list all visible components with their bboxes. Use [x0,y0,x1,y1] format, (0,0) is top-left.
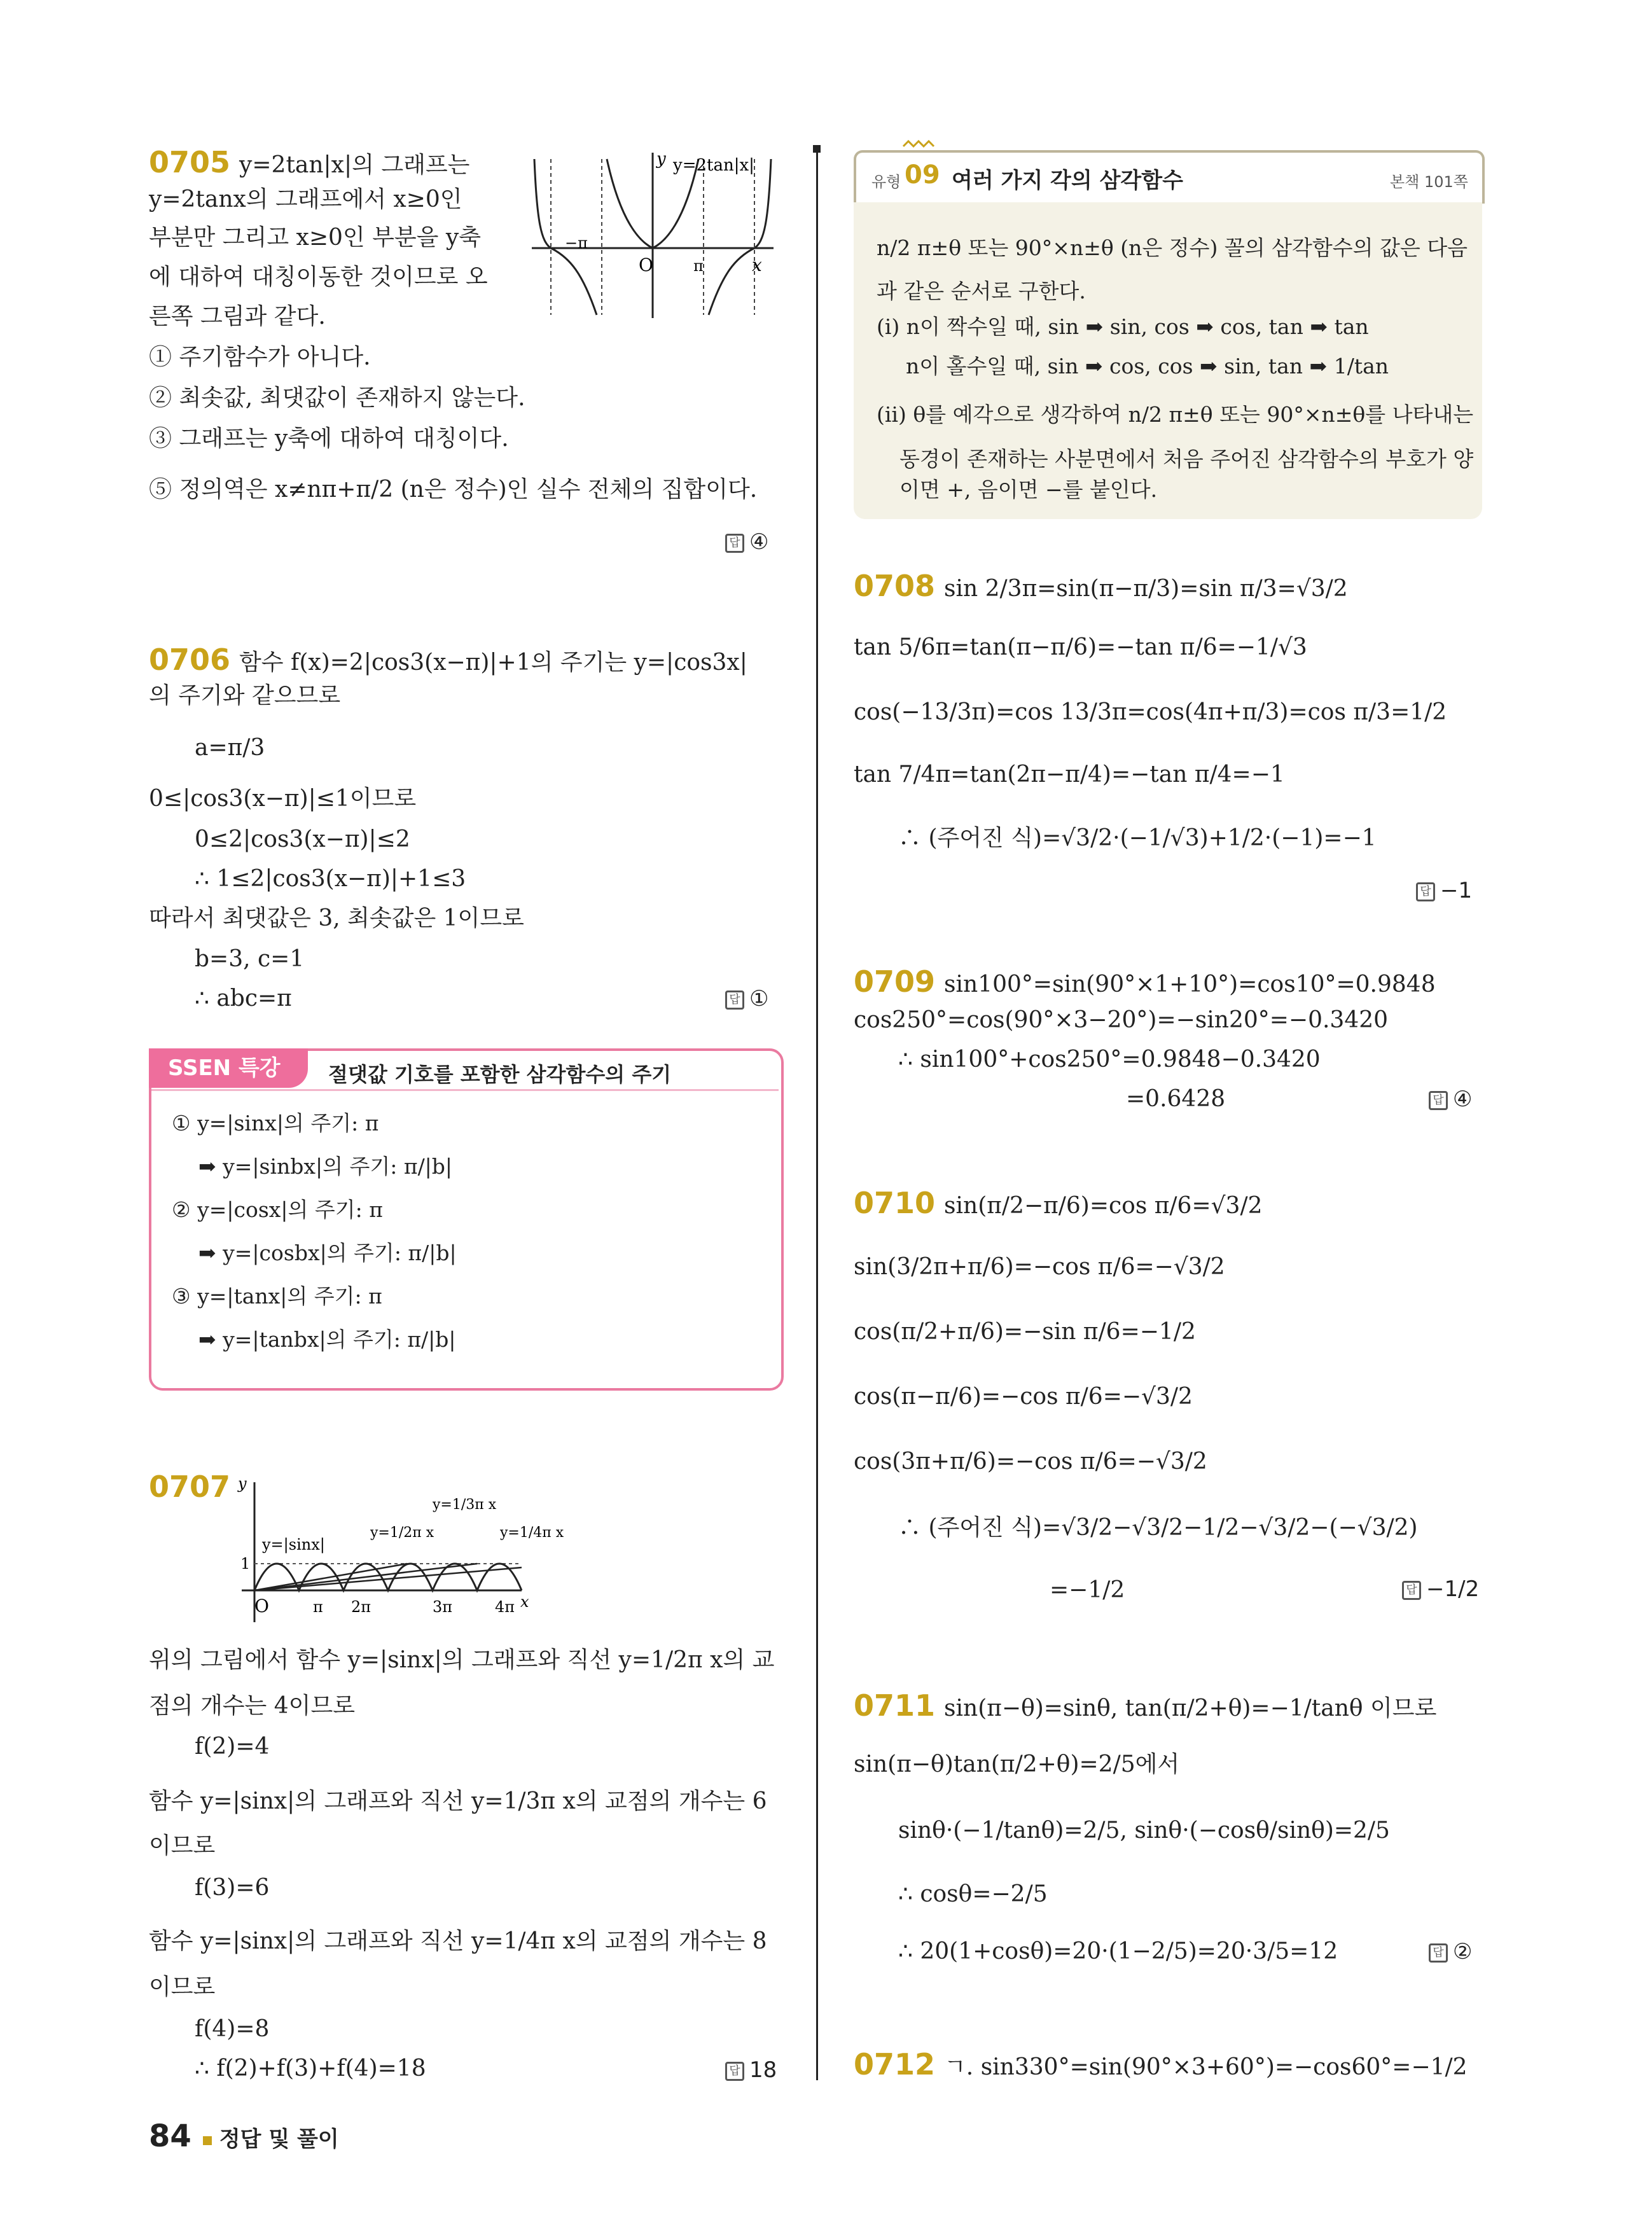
branch-left-1 [607,159,653,248]
p0705-answer: 답 ④ [725,529,768,555]
p0710-line-3: cos(π/2+π/6)=−sin π/6=−1/2 [854,1319,1196,1345]
p0711-line-3: sinθ·(−1/tanθ)=2/5, sinθ·(−cosθ/sinθ)=2/5 [898,1817,1390,1844]
p0706-line-2: 의 주기와 같으므로 [149,683,341,709]
p0705-line-3: 부분만 그리고 x≥0인 부분을 y축 [149,225,482,251]
ssen-divider [151,1089,779,1091]
branch-left-3 [534,159,551,248]
p0708-line-5: ∴ (주어진 식)=√3/2·(−1/√3)+1/2·(−1)=−1 [898,825,1377,851]
graph-one-label: 1 [240,1555,251,1573]
graph-y-label: y [656,149,666,169]
type-title: 여러 가지 각의 삼각함수 [952,168,1183,193]
graph-x-label: x [520,1593,529,1611]
problem-number-0708: 0708 [854,569,936,603]
p0707-line-9: f(4)=8 [195,2016,270,2042]
p0708-line-3: cos(−13/3π)=cos 13/3π=cos(4π+π/3)=cos π/3=1/2 [854,699,1447,725]
branch-right-2 [709,248,754,315]
p0709-line-1: 0709 sin100°=sin(90°×1+10°)=cos10°=0.9848 [854,964,1436,999]
graph-origin-label: O [639,254,653,275]
p0706-line-6: ∴ 1≤2|cos3(x−π)|+1≤3 [195,866,466,892]
p0708-answer: 답 −1 [1416,878,1472,903]
p0710-answer: 답 −1/2 [1402,1576,1479,1602]
column-divider-dot [813,145,821,153]
footer-square-icon [203,2136,212,2145]
p0710-line-1: 0710 sin(π/2−π/6)=cos π/6=√3/2 [854,1186,1263,1220]
p0706-line-1: 0706 함수 f(x)=2|cos3(x−π)|+1의 주기는 y=|cos3x| [149,643,747,677]
graph-sin-label: y=|sinx| [262,1536,325,1553]
page-footer [149,2118,339,2154]
p0710-line-6: ∴ (주어진 식)=√3/2−√3/2−1/2−√3/2−(−√3/2) [898,1515,1418,1541]
branch-left-2 [551,248,597,315]
type-label: 유형 [871,173,901,191]
graph-2pi-label: 2π [351,1598,371,1616]
p0706-line-3: a=π/3 [195,735,265,761]
ssen-line-5: ③ y=|tanx|의 주기: π [172,1284,382,1309]
p0708-line-2: tan 5/6π=tan(π−π/6)=−tan π/6=−1/√3 [854,634,1307,660]
tan-abs-graph [532,146,786,318]
p0712-line-1: 0712 ㄱ. sin330°=sin(90°×3+60°)=−cos60°=−1/2 [854,2047,1468,2082]
answer-mark-icon: 답 [725,534,744,553]
type-line-1: n/2 π±θ 또는 90°×n±θ (n은 정수) 꼴의 삼각함수의 값은 다음 [877,235,1468,260]
branch-right-3 [754,159,771,248]
p0711-answer: 답 ② [1429,1939,1472,1964]
p0709-line-4: =0.6428 [1126,1086,1226,1112]
column-divider [816,146,818,2080]
p0705-line-7: ② 최솟값, 최댓값이 존재하지 않는다. [149,385,525,411]
p0709-line-2: cos250°=cos(90°×3−20°)=−sin20°=−0.3420 [854,1007,1389,1033]
problem-number-0706: 0706 [149,643,231,677]
page-number: 84 [149,2118,191,2154]
p0711-line-1: 0711 sin(π−θ)=sinθ, tan(π/2+θ)=−1/tanθ 이므로 [854,1688,1437,1723]
p0707-answer: 답 18 [725,2057,777,2083]
problem-number-0705: 0705 [149,145,231,179]
graph-line3-label: y=1/3π x [433,1497,497,1513]
answer-mark-icon: 답 [1402,1581,1421,1600]
footer-label: 정답 및 풀이 [219,2127,339,2152]
ssen-line-1: ① y=|sinx|의 주기: π [172,1111,379,1136]
type-line-6: 동경이 존재하는 사분면에서 처음 주어진 삼각함수의 부호가 양 [899,447,1474,471]
p0705-line-8: ③ 그래프는 y축에 대하여 대칭이다. [149,426,509,452]
p0705-line-6: ① 주기함수가 아니다. [149,344,371,370]
p0710-line-4: cos(π−π/6)=−cos π/6=−√3/2 [854,1384,1193,1410]
p0705-line-2: y=2tanx의 그래프에서 x≥0인 [149,186,462,212]
p0707-line-2: 점의 개수는 4이므로 [149,1693,355,1719]
type-line-4: n이 홀수일 때, sin ➡ cos, cos ➡ sin, tan ➡ 1/tan [906,354,1389,379]
p0706-answer: 답 ① [725,986,768,1011]
p0710-line-2: sin(3/2π+π/6)=−cos π/6=−√3/2 [854,1254,1225,1280]
problem-number-0707: 0707 [149,1470,231,1504]
problem-number-0709: 0709 [854,964,936,999]
p0707-line-8: 이므로 [149,1974,216,2000]
ssen-tag: SSEN 특강 [149,1048,308,1088]
problem-number-0712: 0712 [854,2047,936,2082]
p0709-answer: 답 ④ [1429,1087,1472,1112]
p0709-line-3: ∴ sin100°+cos250°=0.9848−0.3420 [898,1046,1321,1073]
type-number: 09 [905,160,940,190]
answer-mark-icon: 답 [725,2062,744,2081]
p0706-line-4: 0≤|cos3(x−π)|≤1이므로 [149,786,417,812]
type-line-5: (ⅱ) θ를 예각으로 생각하여 n/2 π±θ 또는 90°×n±θ를 나타내는 [877,402,1474,427]
p0705-line-9: ⑤ 정의역은 x≠nπ+π/2 (n은 정수)인 실수 전체의 집합이다. [149,476,758,503]
p0705-line-5: 른쪽 그림과 같다. [149,303,326,330]
graph-negpi-label: −π [565,234,588,252]
graph-x-label: x [752,254,762,275]
zigzag-icon [902,137,940,150]
p0707-line-6: f(3)=6 [195,1875,270,1901]
ssen-line-4: ➡ y=|cosbx|의 주기: π/|b| [198,1241,457,1265]
problem-number-0711: 0711 [854,1688,936,1723]
ssen-line-3: ② y=|cosx|의 주기: π [172,1197,383,1222]
line-1-over-3pi [254,1564,477,1590]
p0706-line-8: b=3, c=1 [195,946,305,972]
p0707-line-5: 이므로 [149,1833,216,1859]
p0707-line-3: f(2)=4 [195,1734,270,1760]
type-reference: 본책 101쪽 [1390,173,1468,191]
graph-line2-label: y=1/2π x [370,1525,434,1541]
graph-line4-label: y=1/4π x [500,1525,564,1541]
answer-mark-icon: 답 [1416,882,1435,901]
p0707-line-4: 함수 y=|sinx|의 그래프와 직선 y=1/3π x의 교점의 개수는 6 [149,1788,767,1814]
graph-pi-label: π [313,1598,323,1616]
ssen-line-2: ➡ y=|sinbx|의 주기: π/|b| [198,1154,453,1179]
type-box-header [854,150,1485,204]
graph-origin-label: O [254,1595,269,1616]
answer-mark-icon: 답 [725,990,744,1010]
p0711-line-4: ∴ cosθ=−2/5 [898,1881,1048,1907]
graph-3pi-label: 3π [433,1598,453,1616]
p0706-line-7: 따라서 최댓값은 3, 최솟값은 1이므로 [149,905,524,931]
p0707-line-10: ∴ f(2)+f(3)+f(4)=18 [195,2055,426,2082]
answer-mark-icon: 답 [1429,1943,1448,1963]
type-line-3: (ⅰ) n이 짝수일 때, sin ➡ sin, cos ➡ cos, tan ➡ tan [877,314,1369,339]
p0711-line-2: sin(π−θ)tan(π/2+θ)=2/5에서 [854,1751,1180,1777]
graph-pi-label: π [693,257,704,275]
graph-4pi-label: 4π [495,1598,515,1616]
p0708-line-4: tan 7/4π=tan(2π−π/4)=−tan π/4=−1 [854,761,1285,788]
ssen-line-6: ➡ y=|tanbx|의 주기: π/|b| [198,1327,456,1352]
p0710-line-7: =−1/2 [1050,1577,1125,1603]
p0707-line-1: 위의 그림에서 함수 y=|sinx|의 그래프와 직선 y=1/2π x의 교 [149,1647,775,1673]
p0711-line-5: ∴ 20(1+cosθ)=20·(1−2/5)=20·3/5=12 [898,1938,1338,1964]
p0705-line-4: 에 대하여 대칭이동한 것이므로 오 [149,264,488,290]
answer-mark-icon: 답 [1429,1091,1448,1110]
p0705-line-1: 0705 y=2tan|x|의 그래프는 [149,145,470,179]
p0706-line-9: ∴ abc=π [195,985,292,1011]
ssen-title: 절댓값 기호를 포함한 삼각함수의 주기 [328,1062,672,1087]
p0710-line-5: cos(3π+π/6)=−cos π/6=−√3/2 [854,1449,1207,1475]
sin-abs-graph [216,1470,598,1629]
graph-y-label: y [238,1475,247,1492]
p0708-line-1: 0708 sin 2/3π=sin(π−π/3)=sin π/3=√3/2 [854,569,1348,603]
p0707-line-7: 함수 y=|sinx|의 그래프와 직선 y=1/4π x의 교점의 개수는 8 [149,1928,767,1954]
p0706-line-5: 0≤2|cos3(x−π)|≤2 [195,826,410,852]
type-line-2: 과 같은 순서로 구한다. [877,279,1086,303]
problem-number-0710: 0710 [854,1186,936,1220]
graph-function-label: y=2tan|x| [673,156,754,175]
type-line-7: 이면 +, 음이면 −를 붙인다. [899,477,1158,502]
